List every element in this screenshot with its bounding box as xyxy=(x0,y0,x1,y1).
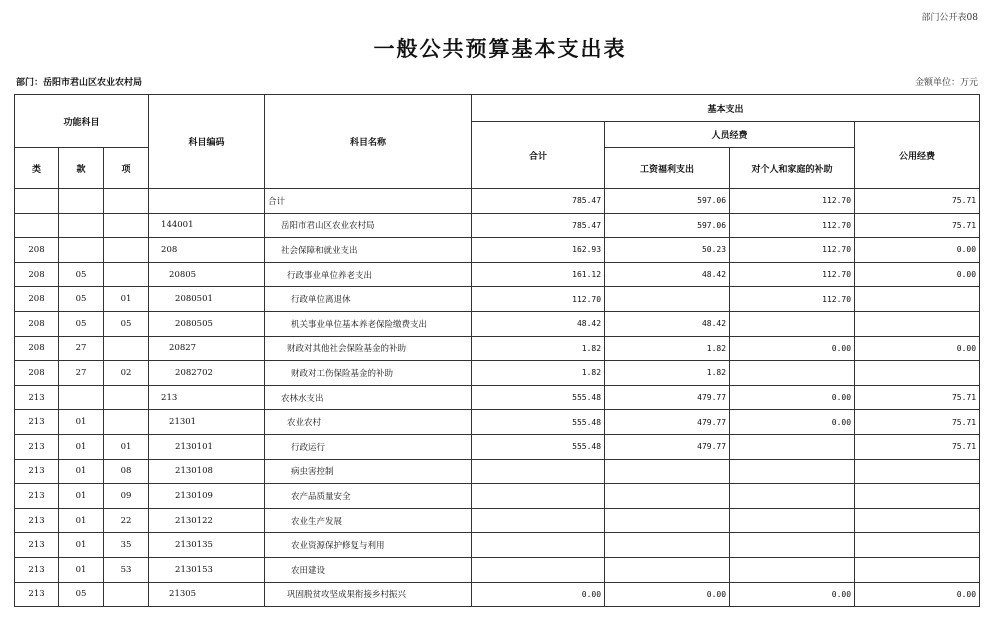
cell-total xyxy=(472,557,605,582)
cell-xiang: 09 xyxy=(104,484,149,509)
header-lei: 类 xyxy=(15,148,59,189)
cell-xiang xyxy=(104,336,149,361)
cell-subsidy xyxy=(730,508,855,533)
cell-code: 2130108 xyxy=(149,459,265,484)
cell-name: 行政事业单位养老支出 xyxy=(265,262,472,287)
table-row xyxy=(15,262,980,287)
cell-subsidy: 0.00 xyxy=(730,385,855,410)
cell-code: 2130109 xyxy=(149,484,265,509)
cell-total xyxy=(472,459,605,484)
cell-total xyxy=(472,484,605,509)
cell-salary: 48.42 xyxy=(605,262,730,287)
table-header xyxy=(15,95,980,189)
cell-code: 21305 xyxy=(149,582,265,607)
cell-subsidy: 112.70 xyxy=(730,213,855,238)
cell-lei: 208 xyxy=(15,238,59,263)
cell-lei: 213 xyxy=(15,557,59,582)
cell-subsidy xyxy=(730,311,855,336)
cell-kuan xyxy=(59,189,104,214)
header-xiang: 项 xyxy=(104,148,149,189)
cell-code: 2130122 xyxy=(149,508,265,533)
cell-lei: 213 xyxy=(15,533,59,558)
cell-lei: 213 xyxy=(15,434,59,459)
table-row xyxy=(15,508,980,533)
cell-name: 农田建设 xyxy=(265,557,472,582)
cell-lei: 208 xyxy=(15,336,59,361)
cell-lei: 208 xyxy=(15,262,59,287)
cell-subsidy: 112.70 xyxy=(730,287,855,312)
cell-total: 785.47 xyxy=(472,189,605,214)
cell-name: 合计 xyxy=(265,189,472,214)
cell-kuan: 01 xyxy=(59,508,104,533)
cell-kuan: 01 xyxy=(59,533,104,558)
cell-salary xyxy=(605,459,730,484)
cell-kuan: 01 xyxy=(59,557,104,582)
cell-code: 144001 xyxy=(149,213,265,238)
form-number: 部门公开表08 xyxy=(921,13,978,23)
cell-public: 0.00 xyxy=(855,262,980,287)
header-name: 科目名称 xyxy=(265,95,472,189)
cell-lei: 213 xyxy=(15,582,59,607)
unit-label: 金额单位：万元 xyxy=(914,78,978,88)
cell-kuan: 05 xyxy=(59,287,104,312)
header-salary: 工资福利支出 xyxy=(605,148,730,189)
cell-kuan: 27 xyxy=(59,361,104,386)
cell-code: 20827 xyxy=(149,336,265,361)
cell-code: 2130153 xyxy=(149,557,265,582)
cell-total: 1.82 xyxy=(472,336,605,361)
table-row xyxy=(15,557,980,582)
cell-name: 病虫害控制 xyxy=(265,459,472,484)
cell-salary: 479.77 xyxy=(605,410,730,435)
table-row xyxy=(15,533,980,558)
cell-code: 21301 xyxy=(149,410,265,435)
cell-total: 555.48 xyxy=(472,434,605,459)
cell-salary: 0.00 xyxy=(605,582,730,607)
cell-kuan: 05 xyxy=(59,262,104,287)
table-row xyxy=(15,311,980,336)
cell-public: 75.71 xyxy=(855,434,980,459)
cell-subsidy: 0.00 xyxy=(730,336,855,361)
cell-total: 0.00 xyxy=(472,582,605,607)
cell-name: 农林水支出 xyxy=(265,385,472,410)
cell-salary: 479.77 xyxy=(605,434,730,459)
cell-subsidy xyxy=(730,434,855,459)
table-row xyxy=(15,410,980,435)
cell-lei: 213 xyxy=(15,459,59,484)
cell-xiang xyxy=(104,262,149,287)
header-basic-expenditure: 基本支出 xyxy=(472,95,980,122)
page-title: 一般公共预算基本支出表 xyxy=(373,36,627,61)
cell-name: 农业资源保护修复与利用 xyxy=(265,533,472,558)
cell-name: 社会保障和就业支出 xyxy=(265,238,472,263)
header-code: 科目编码 xyxy=(149,95,265,189)
table-row xyxy=(15,434,980,459)
cell-subsidy xyxy=(730,557,855,582)
cell-salary: 48.42 xyxy=(605,311,730,336)
cell-xiang: 01 xyxy=(104,287,149,312)
cell-subsidy xyxy=(730,484,855,509)
cell-salary: 597.06 xyxy=(605,189,730,214)
cell-xiang xyxy=(104,213,149,238)
cell-kuan xyxy=(59,238,104,263)
cell-subsidy: 112.70 xyxy=(730,238,855,263)
cell-xiang xyxy=(104,238,149,263)
header-subsidy: 对个人和家庭的补助 xyxy=(730,148,855,189)
cell-total xyxy=(472,533,605,558)
cell-xiang: 08 xyxy=(104,459,149,484)
cell-public: 75.71 xyxy=(855,385,980,410)
cell-xiang: 05 xyxy=(104,311,149,336)
cell-name: 机关事业单位基本养老保险缴费支出 xyxy=(265,311,472,336)
cell-public xyxy=(855,287,980,312)
table-row xyxy=(15,213,980,238)
cell-public: 75.71 xyxy=(855,410,980,435)
cell-public xyxy=(855,459,980,484)
cell-public xyxy=(855,361,980,386)
cell-public: 0.00 xyxy=(855,582,980,607)
cell-public: 0.00 xyxy=(855,238,980,263)
cell-subsidy: 0.00 xyxy=(730,582,855,607)
cell-total xyxy=(472,508,605,533)
cell-xiang xyxy=(104,385,149,410)
cell-salary: 50.23 xyxy=(605,238,730,263)
table-row xyxy=(15,336,980,361)
cell-salary xyxy=(605,508,730,533)
cell-lei: 213 xyxy=(15,484,59,509)
cell-total: 555.48 xyxy=(472,385,605,410)
cell-salary: 479.77 xyxy=(605,385,730,410)
cell-subsidy: 112.70 xyxy=(730,262,855,287)
cell-kuan: 01 xyxy=(59,459,104,484)
table-row xyxy=(15,287,980,312)
budget-table xyxy=(14,94,980,607)
cell-xiang: 35 xyxy=(104,533,149,558)
cell-subsidy: 0.00 xyxy=(730,410,855,435)
table-row xyxy=(15,361,980,386)
header-kuan: 款 xyxy=(59,148,104,189)
cell-xiang: 53 xyxy=(104,557,149,582)
cell-kuan: 01 xyxy=(59,410,104,435)
cell-salary: 1.82 xyxy=(605,336,730,361)
cell-total: 785.47 xyxy=(472,213,605,238)
cell-kuan: 01 xyxy=(59,484,104,509)
cell-lei: 208 xyxy=(15,287,59,312)
cell-total: 555.48 xyxy=(472,410,605,435)
cell-kuan: 01 xyxy=(59,434,104,459)
cell-xiang: 02 xyxy=(104,361,149,386)
cell-name: 财政对其他社会保险基金的补助 xyxy=(265,336,472,361)
cell-kuan: 27 xyxy=(59,336,104,361)
cell-name: 行政运行 xyxy=(265,434,472,459)
header-personnel: 人员经费 xyxy=(605,122,855,148)
cell-xiang: 01 xyxy=(104,434,149,459)
cell-subsidy xyxy=(730,459,855,484)
cell-name: 农业农村 xyxy=(265,410,472,435)
header-total: 合计 xyxy=(472,122,605,189)
cell-total: 161.12 xyxy=(472,262,605,287)
cell-name: 行政单位离退休 xyxy=(265,287,472,312)
cell-subsidy: 112.70 xyxy=(730,189,855,214)
cell-kuan xyxy=(59,385,104,410)
cell-code: 213 xyxy=(149,385,265,410)
cell-kuan xyxy=(59,213,104,238)
cell-salary: 597.06 xyxy=(605,213,730,238)
cell-lei: 213 xyxy=(15,410,59,435)
cell-public xyxy=(855,311,980,336)
cell-public xyxy=(855,484,980,509)
cell-lei: 213 xyxy=(15,385,59,410)
cell-total: 48.42 xyxy=(472,311,605,336)
table-body xyxy=(15,189,980,607)
cell-name: 财政对工伤保险基金的补助 xyxy=(265,361,472,386)
cell-code: 2130135 xyxy=(149,533,265,558)
cell-code: 2080501 xyxy=(149,287,265,312)
cell-subsidy xyxy=(730,361,855,386)
cell-public xyxy=(855,533,980,558)
cell-lei xyxy=(15,189,59,214)
cell-salary xyxy=(605,287,730,312)
cell-total: 162.93 xyxy=(472,238,605,263)
cell-public: 75.71 xyxy=(855,213,980,238)
cell-name: 农产品质量安全 xyxy=(265,484,472,509)
cell-code: 2082702 xyxy=(149,361,265,386)
table-row xyxy=(15,582,980,607)
cell-xiang xyxy=(104,189,149,214)
cell-lei: 213 xyxy=(15,508,59,533)
cell-total: 1.82 xyxy=(472,361,605,386)
cell-xiang xyxy=(104,410,149,435)
cell-name: 巩固脱贫攻坚成果衔接乡村振兴 xyxy=(265,582,472,607)
department-label: 部门：岳阳市君山区农业农村局 xyxy=(16,78,143,88)
header-func-subject: 功能科目 xyxy=(15,95,149,148)
cell-name: 农业生产发展 xyxy=(265,508,472,533)
cell-lei xyxy=(15,213,59,238)
cell-salary xyxy=(605,533,730,558)
header-public: 公用经费 xyxy=(855,122,980,189)
cell-salary xyxy=(605,557,730,582)
cell-subsidy xyxy=(730,533,855,558)
cell-code: 2080505 xyxy=(149,311,265,336)
cell-salary xyxy=(605,484,730,509)
table-row xyxy=(15,238,980,263)
cell-salary: 1.82 xyxy=(605,361,730,386)
cell-kuan: 05 xyxy=(59,582,104,607)
table-row xyxy=(15,459,980,484)
table-row xyxy=(15,385,980,410)
cell-code: 208 xyxy=(149,238,265,263)
cell-public xyxy=(855,508,980,533)
cell-public xyxy=(855,557,980,582)
table-row xyxy=(15,189,980,214)
cell-code xyxy=(149,189,265,214)
cell-code: 20805 xyxy=(149,262,265,287)
cell-code: 2130101 xyxy=(149,434,265,459)
cell-xiang xyxy=(104,582,149,607)
cell-kuan: 05 xyxy=(59,311,104,336)
cell-public: 75.71 xyxy=(855,189,980,214)
cell-name: 岳阳市君山区农业农村局 xyxy=(265,213,472,238)
cell-total: 112.70 xyxy=(472,287,605,312)
cell-xiang: 22 xyxy=(104,508,149,533)
table-row xyxy=(15,484,980,509)
cell-lei: 208 xyxy=(15,311,59,336)
cell-lei: 208 xyxy=(15,361,59,386)
cell-public: 0.00 xyxy=(855,336,980,361)
